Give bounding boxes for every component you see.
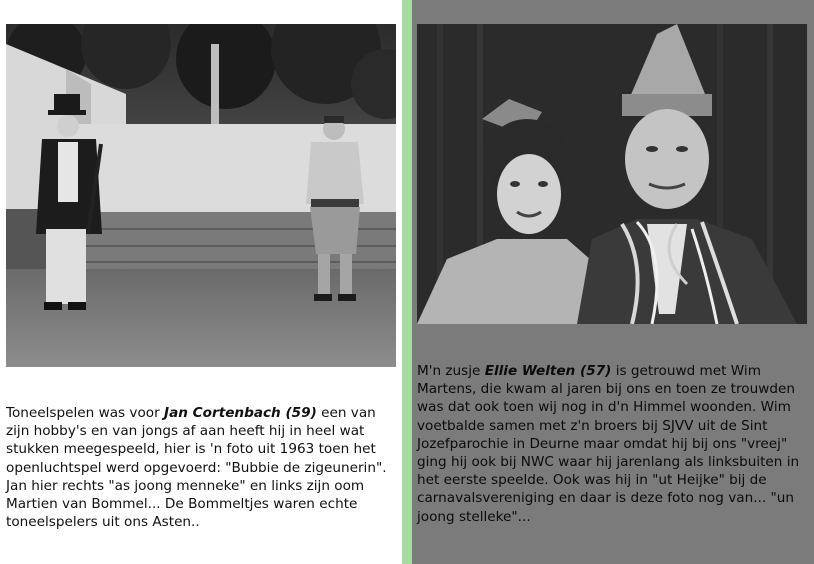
open-air-theatre-photo — [6, 24, 396, 367]
left-caption-text-before: Toneelspelen was voor — [6, 405, 165, 421]
right-caption — [417, 362, 813, 526]
left-column — [0, 0, 402, 564]
carnival-couple-photo — [417, 24, 807, 324]
column-divider — [402, 0, 412, 564]
carnival-couple-photo-image — [417, 24, 807, 324]
left-caption-text-after: een van zijn hobby's en van jongs af aan heeft hij in heel wat stukken meegespeeld, hier is 'n foto uit 1963 toen het openluchtspel werd opgevoerd: "Bubbie de zigeunerin". Jan hier rechts "as joong menneke" en links zijn oom Martien van Bommel... De Bommeltjes waren echte toneelspelers uit ons Asten.. — [6, 405, 387, 531]
right-caption-person-name: Ellie Welten (57) — [484, 363, 612, 379]
left-caption-person-name: Jan Cortenbach (59) — [164, 405, 317, 421]
right-column — [412, 0, 814, 564]
open-air-theatre-photo-image — [6, 24, 396, 367]
right-caption-text-after: is getrouwd met Wim Martens, die kwam al jaren bij ons en toen ze trouwden was dat ook toen wij nog in d'n Himmel woonden. Wim voetbalde samen met z'n broers bij SJVV uit de Sint Jozefparochie in Deurne maar omdat hij bij ons "vreej" ging hij ook bij NWC waar hij jarenlang als linksbuiten in het eerste speelde. Ook was hij in "ut Heijke" bij de carnavalsvereniging en daar is deze foto nog van... "un joong stelleke"... — [417, 363, 800, 525]
right-caption-text-before: M'n zusje — [417, 363, 485, 379]
left-caption — [6, 404, 400, 531]
